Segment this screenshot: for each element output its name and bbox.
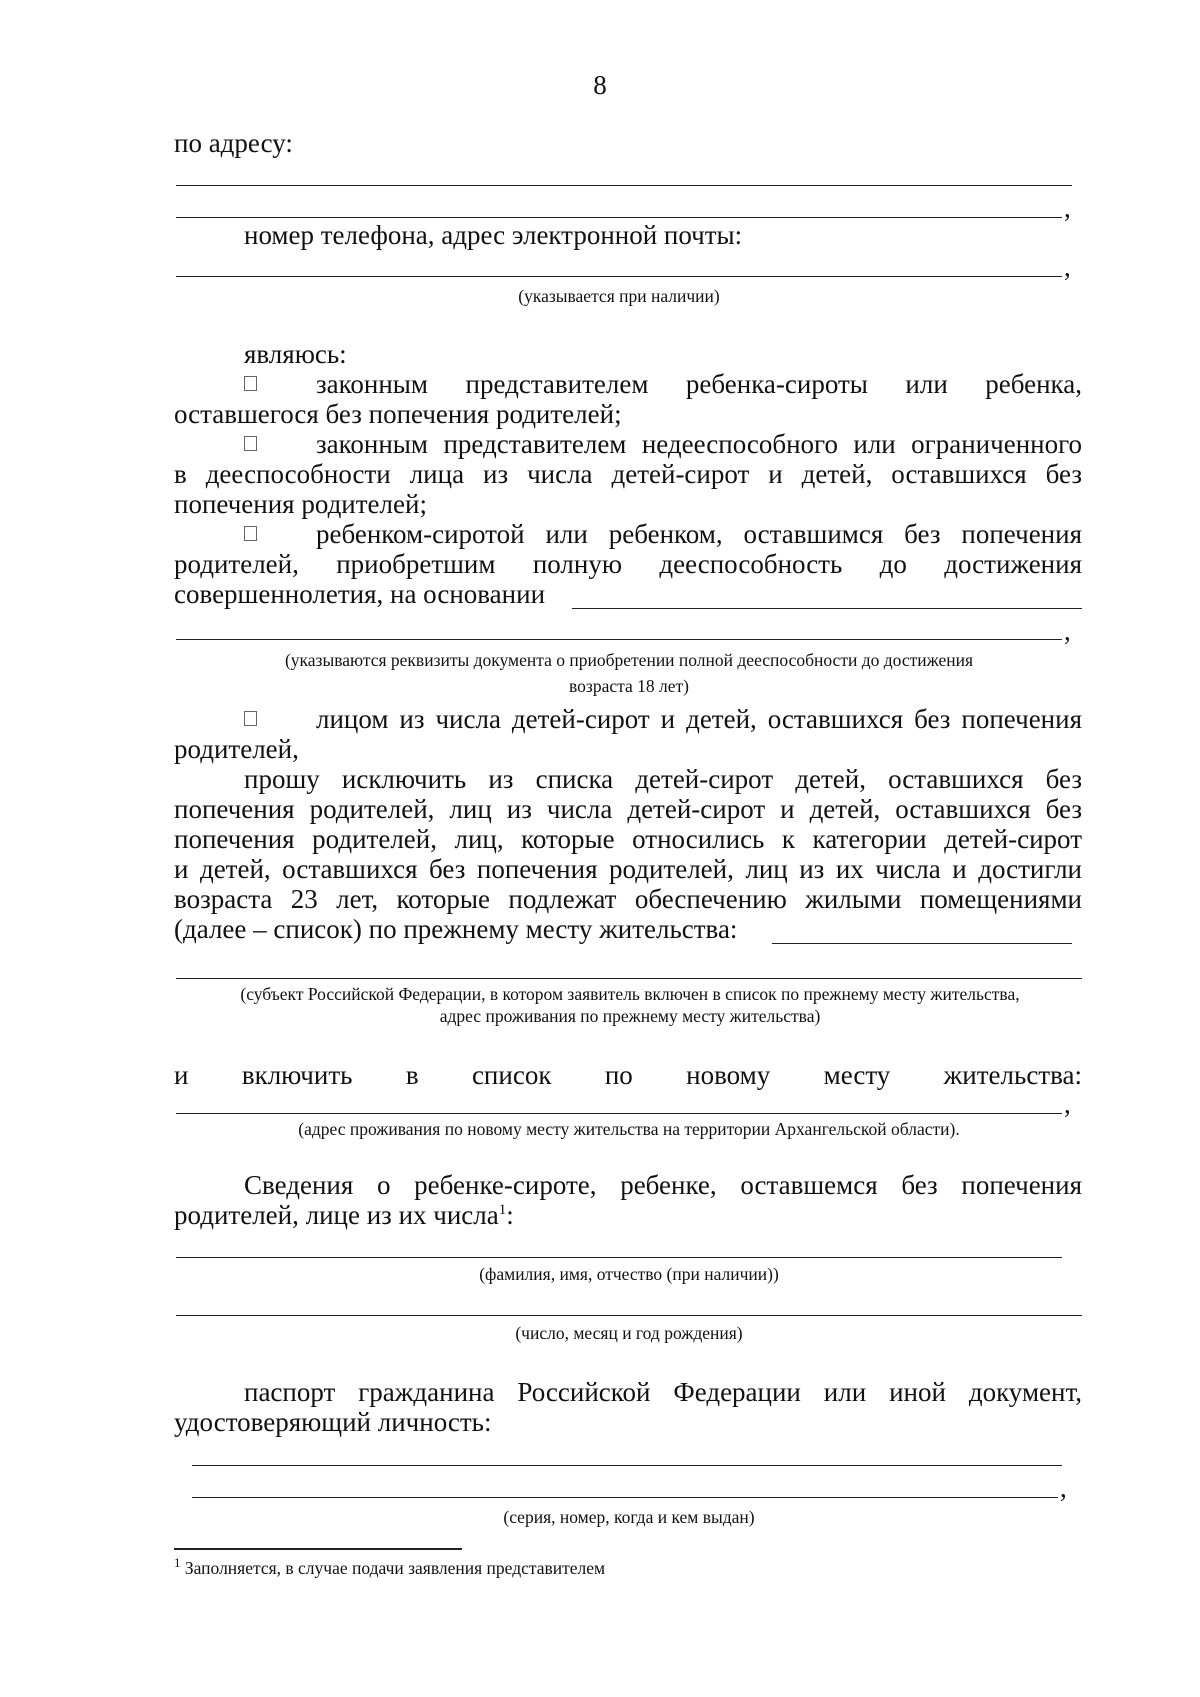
footnote (174, 1557, 605, 1579)
checkbox-option-2[interactable] (244, 436, 257, 451)
basis-note-line-1: (указываются реквизиты документа о приобретении полной дееспособности до достижения (284, 650, 974, 670)
contact-label: номер телефона, адрес электронной почты: (244, 220, 743, 250)
previous-residence-line-1[interactable] (772, 943, 1072, 944)
child-info-line-2 (174, 1200, 514, 1230)
address-label: по адресу: (174, 128, 293, 158)
page-number: 8 (593, 70, 607, 100)
option-2-line-3: попечения родителей; (174, 489, 427, 519)
comma: , (1060, 1473, 1067, 1503)
passport-line-1: паспорт гражданина Российской Федерации или иной документ, (244, 1377, 1082, 1407)
option-4-line-2: родителей, (174, 734, 299, 764)
child-name-note: (фамилия, имя, отчество (при наличии)) (479, 1264, 779, 1284)
request-line-1: прошу исключить из списка детей-сирот детей, оставшихся без (244, 764, 1082, 794)
child-name-line[interactable] (176, 1257, 1062, 1258)
passport-note: (серия, номер, когда и кем выдан) (503, 1507, 755, 1527)
footnote-text: Заполняется, в случае подачи заявления представителем (184, 1558, 606, 1578)
passport-details-line-1[interactable] (192, 1465, 1062, 1466)
previous-residence-line-2[interactable] (176, 978, 1082, 979)
checkbox-option-3[interactable] (244, 526, 257, 541)
request-line-5: возраста 23 лет, которые подлежат обеспечению жилыми помещениями (174, 884, 1082, 914)
passport-details-line-2[interactable] (192, 1497, 1058, 1498)
new-residence-line[interactable] (176, 1113, 1062, 1114)
new-residence-note: (адрес проживания по новому месту жительства на территории Архангельской области). (298, 1119, 960, 1139)
request-line-3: попечения родителей, лиц, которые относились к категории детей-сирот (174, 824, 1082, 854)
option-2-line-2: в дееспособности лица из числа детей-сирот и детей, оставшихся без (174, 459, 1082, 489)
footnote-mark: 1 (174, 1555, 181, 1571)
checkbox-option-1[interactable] (244, 376, 257, 391)
basis-line-2[interactable] (176, 639, 1062, 640)
comma: , (1064, 193, 1071, 223)
birth-date-note: (число, месяц и год рождения) (515, 1323, 743, 1343)
child-info-text: родителей, лице из их числа (174, 1200, 499, 1230)
option-4-line-1: лицом из числа детей-сирот и детей, оставшихся без попечения (316, 704, 1082, 734)
previous-residence-note-line-1: (субъект Российской Федерации, в котором заявитель включен в список по прежнему месту жительства, (240, 984, 1020, 1004)
option-3-line-1: ребенком-сиротой или ребенком, оставшимся без попечения (316, 519, 1082, 549)
contact-line[interactable] (176, 276, 1062, 277)
option-3-line-3: совершеннолетия, на основании (174, 579, 546, 609)
address-line-2[interactable] (176, 217, 1062, 218)
passport-line-2: удостоверяющий личность: (174, 1407, 492, 1437)
footnote-reference[interactable]: 1 (498, 1202, 507, 1218)
request-line-4: и детей, оставшихся без попечения родителей, лиц из их числа и достигли (174, 854, 1082, 884)
checkbox-option-4[interactable] (244, 711, 257, 726)
comma: , (1064, 616, 1071, 646)
option-3-line-2: родителей, приобретшим полную дееспособность до достижения (174, 549, 1082, 579)
request-line-6: (далее – список) по прежнему месту жительства: (174, 914, 738, 944)
child-info-line-1: Сведения о ребенке-сироте, ребенке, оставшемся без попечения (244, 1170, 1082, 1200)
include-line: и включить в список по новому месту жительства: (174, 1060, 1082, 1090)
address-line-1[interactable] (176, 185, 1072, 186)
child-info-colon: : (506, 1200, 514, 1230)
am-label: являюсь: (244, 339, 347, 369)
basis-line-1[interactable] (572, 608, 1082, 609)
comma: , (1064, 1089, 1071, 1119)
option-2-line-1: законным представителем недееспособного или ограниченного (316, 429, 1082, 459)
comma: , (1064, 252, 1071, 282)
request-line-2: попечения родителей, лиц из числа детей-сирот и детей, оставшихся без (174, 794, 1082, 824)
basis-note-line-2: возраста 18 лет) (569, 676, 689, 696)
previous-residence-note-line-2: адрес проживания по прежнему месту жительства) (439, 1006, 821, 1026)
footnote-separator (174, 1548, 462, 1550)
option-1-line-1: законным представителем ребенка-сироты или ребенка, (316, 369, 1082, 399)
contact-note: (указывается при наличии) (518, 286, 720, 306)
option-1-line-2: оставшегося без попечения родителей; (174, 399, 622, 429)
birth-date-line[interactable] (176, 1315, 1082, 1316)
